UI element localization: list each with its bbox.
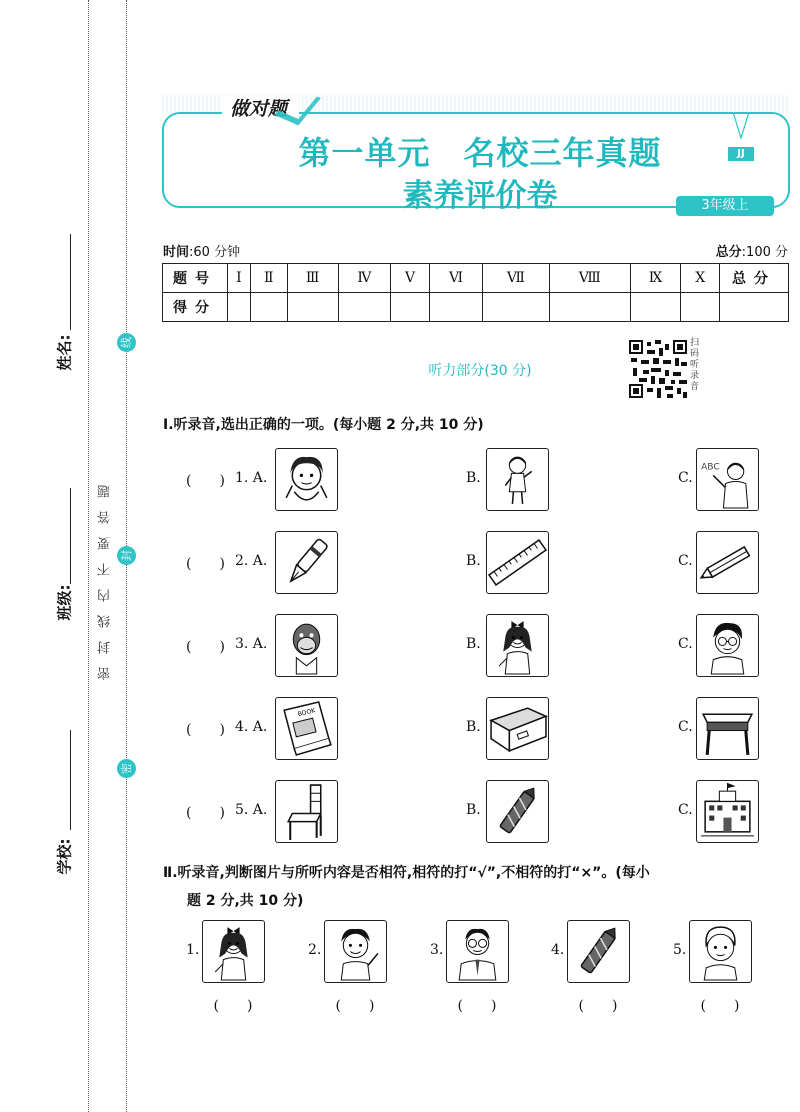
- score-cell[interactable]: [287, 293, 338, 322]
- score-cell[interactable]: [430, 293, 483, 322]
- judge-answer-blank[interactable]: ( ): [700, 998, 740, 1014]
- part2-heading: [163, 862, 650, 882]
- option-a-label: 5. A.: [235, 802, 268, 818]
- option-c-label: C.: [678, 636, 693, 652]
- question-row: [0, 697, 800, 763]
- score-cell[interactable]: [338, 293, 391, 322]
- option-a-label: 1. A.: [235, 470, 268, 486]
- score-table-header-row: [163, 264, 789, 293]
- time-label: 时间: [163, 245, 190, 260]
- score-col-2: Ⅱ: [250, 264, 287, 293]
- qr-code-icon[interactable]: [629, 340, 687, 398]
- book-icon[interactable]: [275, 697, 338, 760]
- option-a-label: 2. A.: [235, 553, 268, 569]
- judge-answer-blank[interactable]: ( ): [213, 998, 253, 1014]
- class-field-label: 班级:: [55, 584, 74, 621]
- option-c-label: C.: [678, 553, 693, 569]
- pen-icon[interactable]: [275, 531, 338, 594]
- school-field-label: 学校:: [55, 838, 74, 875]
- qr-caption-char: 录: [690, 371, 700, 381]
- qr-caption-char: 听: [690, 360, 700, 370]
- girl-bow-icon[interactable]: [486, 614, 549, 677]
- qr-caption-char: 扫: [690, 338, 700, 348]
- total-value: :100 分: [741, 245, 788, 260]
- total-label: 总分: [715, 245, 742, 260]
- option-a-label: 4. A.: [235, 719, 268, 735]
- girl-face-icon[interactable]: [275, 448, 338, 511]
- part1-heading: [163, 414, 484, 434]
- part2-instruction-cont: 题 2 分,共 10 分): [187, 893, 304, 909]
- option-b-label: B.: [466, 636, 481, 652]
- score-col-6: Ⅵ: [430, 264, 483, 293]
- question-row: [0, 448, 800, 514]
- svg-text:BOOK: BOOK: [297, 707, 316, 719]
- name-field-label: 姓名:: [55, 334, 74, 371]
- chair-icon[interactable]: [275, 780, 338, 843]
- score-total-head: 总分: [720, 264, 789, 293]
- part2-numeral: Ⅱ: [163, 865, 173, 881]
- judge-item-number: 1.: [186, 942, 200, 958]
- score-table: [162, 263, 789, 322]
- option-c-label: C.: [678, 802, 693, 818]
- monkey-icon[interactable]: [275, 614, 338, 677]
- judge-item-number: 5.: [673, 942, 687, 958]
- score-row-label: 得分: [163, 293, 228, 322]
- name-field-line[interactable]: [70, 234, 71, 330]
- option-a-label: 3. A.: [235, 636, 268, 652]
- score-cell[interactable]: [228, 293, 251, 322]
- score-cell[interactable]: [549, 293, 630, 322]
- score-cell[interactable]: [482, 293, 549, 322]
- option-b-label: B.: [466, 553, 481, 569]
- page-subtitle: 素养评价卷: [402, 178, 558, 214]
- seal-line-mark: 线: [117, 333, 136, 352]
- ruler-icon[interactable]: [486, 531, 549, 594]
- qr-caption: [690, 338, 702, 393]
- score-col-4: Ⅳ: [338, 264, 391, 293]
- part1-numeral: Ⅰ: [163, 417, 169, 433]
- listening-title: 听力部分(30 分): [428, 363, 532, 379]
- page-title: 第一单元 名校三年真题: [298, 134, 662, 172]
- score-col-3: Ⅲ: [287, 264, 338, 293]
- question-row: [0, 780, 800, 846]
- binding-warning-text: 密封线内不要答题: [98, 472, 113, 680]
- option-b-label: B.: [466, 802, 481, 818]
- answer-blank[interactable]: ( ): [186, 473, 225, 489]
- desk-icon[interactable]: [696, 697, 759, 760]
- exam-total: [716, 241, 788, 260]
- score-col-5: Ⅴ: [391, 264, 430, 293]
- pencil-box-icon[interactable]: [486, 697, 549, 760]
- qr-caption-char: 音: [690, 382, 700, 392]
- judge-item-number: 4.: [551, 942, 565, 958]
- judge-item-number: 2.: [308, 942, 322, 958]
- edition-tag: JJ: [728, 147, 754, 161]
- boy-glasses-icon[interactable]: [696, 614, 759, 677]
- boy-pointing-icon[interactable]: [486, 448, 549, 511]
- part1-instruction: .听录音,选出正确的一项。(每小题 2 分,共 10 分): [168, 417, 484, 433]
- score-cell[interactable]: [630, 293, 681, 322]
- crayon-icon[interactable]: [486, 780, 549, 843]
- option-c-label: C.: [678, 719, 693, 735]
- answer-blank[interactable]: ( ): [186, 805, 225, 821]
- option-b-label: B.: [466, 719, 481, 735]
- part2-heading-cont: [187, 890, 303, 910]
- score-cell-total[interactable]: [720, 293, 789, 322]
- teacher-board-icon[interactable]: [696, 448, 759, 511]
- boy-portrait-icon[interactable]: [689, 920, 752, 983]
- option-c-label: C.: [678, 470, 693, 486]
- judge-answer-blank[interactable]: ( ): [335, 998, 375, 1014]
- qr-caption-char: 码: [690, 349, 700, 359]
- judge-answer-blank[interactable]: ( ): [578, 998, 618, 1014]
- seal-seal-mark: 封: [117, 546, 136, 565]
- score-table-score-row: [163, 293, 789, 322]
- girl-bow-icon[interactable]: [202, 920, 265, 983]
- score-col-7: Ⅶ: [482, 264, 549, 293]
- pencil-icon[interactable]: [696, 531, 759, 594]
- badge-label: 做对题: [222, 96, 299, 122]
- svg-text:ABC: ABC: [701, 462, 720, 473]
- judge-item-number: 3.: [430, 942, 444, 958]
- time-value: :60 分钟: [189, 245, 241, 260]
- exam-time: [163, 241, 240, 260]
- answer-blank[interactable]: ( ): [186, 722, 225, 738]
- man-glasses-icon[interactable]: [446, 920, 509, 983]
- judge-answer-blank[interactable]: ( ): [457, 998, 497, 1014]
- score-head-label: 题号: [163, 264, 228, 293]
- score-col-1: Ⅰ: [228, 264, 251, 293]
- part2-instruction: .听录音,判断图片与所听内容是否相符,相符的打“√”,不相符的打“×”。(每小: [172, 865, 650, 881]
- score-cell[interactable]: [391, 293, 430, 322]
- score-col-9: Ⅸ: [630, 264, 681, 293]
- question-row: [0, 531, 800, 597]
- score-col-10: Ⅹ: [681, 264, 720, 293]
- grade-tab: 3年级上: [676, 196, 774, 216]
- question-row: [0, 614, 800, 680]
- score-col-8: Ⅷ: [549, 264, 630, 293]
- score-cell[interactable]: [681, 293, 720, 322]
- seal-secret-mark: 密: [117, 759, 136, 778]
- boy-waving-icon[interactable]: [324, 920, 387, 983]
- answer-blank[interactable]: ( ): [186, 556, 225, 572]
- answer-blank[interactable]: ( ): [186, 639, 225, 655]
- school-icon[interactable]: [696, 780, 759, 843]
- option-b-label: B.: [466, 470, 481, 486]
- crayon-icon[interactable]: [567, 920, 630, 983]
- tag-string-icon: [731, 112, 751, 148]
- score-cell[interactable]: [250, 293, 287, 322]
